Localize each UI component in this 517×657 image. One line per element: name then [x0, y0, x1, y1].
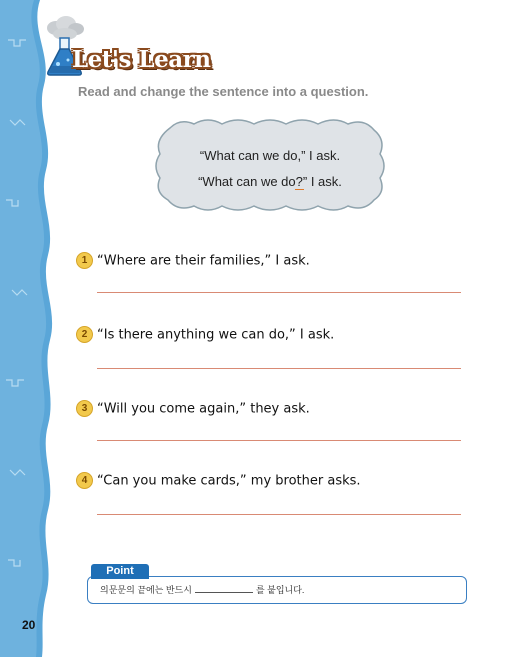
side-wave-band — [0, 0, 60, 657]
question-item-1 — [76, 252, 310, 270]
example-question-start: “What can we do — [198, 174, 296, 189]
question-text: “Where are their families,” I ask. — [97, 253, 310, 269]
page-title: Let's Learn — [72, 46, 211, 73]
answer-line-2[interactable] — [97, 368, 461, 369]
example-cloud — [150, 114, 390, 216]
example-question-end: ” I ask. — [302, 174, 342, 189]
example-question-mark: ? — [295, 174, 303, 189]
question-item-2 — [76, 326, 334, 344]
question-item-3 — [76, 400, 310, 418]
number-badge: 1 — [76, 252, 93, 269]
point-label: Point — [91, 564, 149, 579]
example-statement: “What can we do,” I ask. — [199, 148, 341, 163]
point-text-before: 의문문의 끝에는 반드시 — [100, 585, 192, 595]
answer-line-3[interactable] — [97, 440, 461, 441]
number-badge: 2 — [76, 326, 93, 343]
question-text: “Is there anything we can do,” I ask. — [97, 327, 335, 343]
answer-line-1[interactable] — [97, 292, 461, 293]
point-text-after: 를 붙입니다. — [255, 585, 305, 595]
point-text — [100, 583, 304, 596]
question-text: “Can you make cards,” my brother asks. — [97, 473, 361, 489]
answer-line-4[interactable] — [97, 514, 461, 515]
question-item-4 — [76, 472, 361, 490]
number-badge: 3 — [76, 400, 93, 417]
question-text: “Will you come again,” they ask. — [97, 401, 310, 417]
page-number: 20 — [22, 618, 36, 632]
point-blank[interactable] — [195, 592, 253, 593]
instruction-text: Read and change the sentence into a question. — [78, 84, 369, 99]
example-question — [150, 174, 390, 189]
point-box — [87, 576, 467, 604]
number-badge: 4 — [76, 472, 93, 489]
